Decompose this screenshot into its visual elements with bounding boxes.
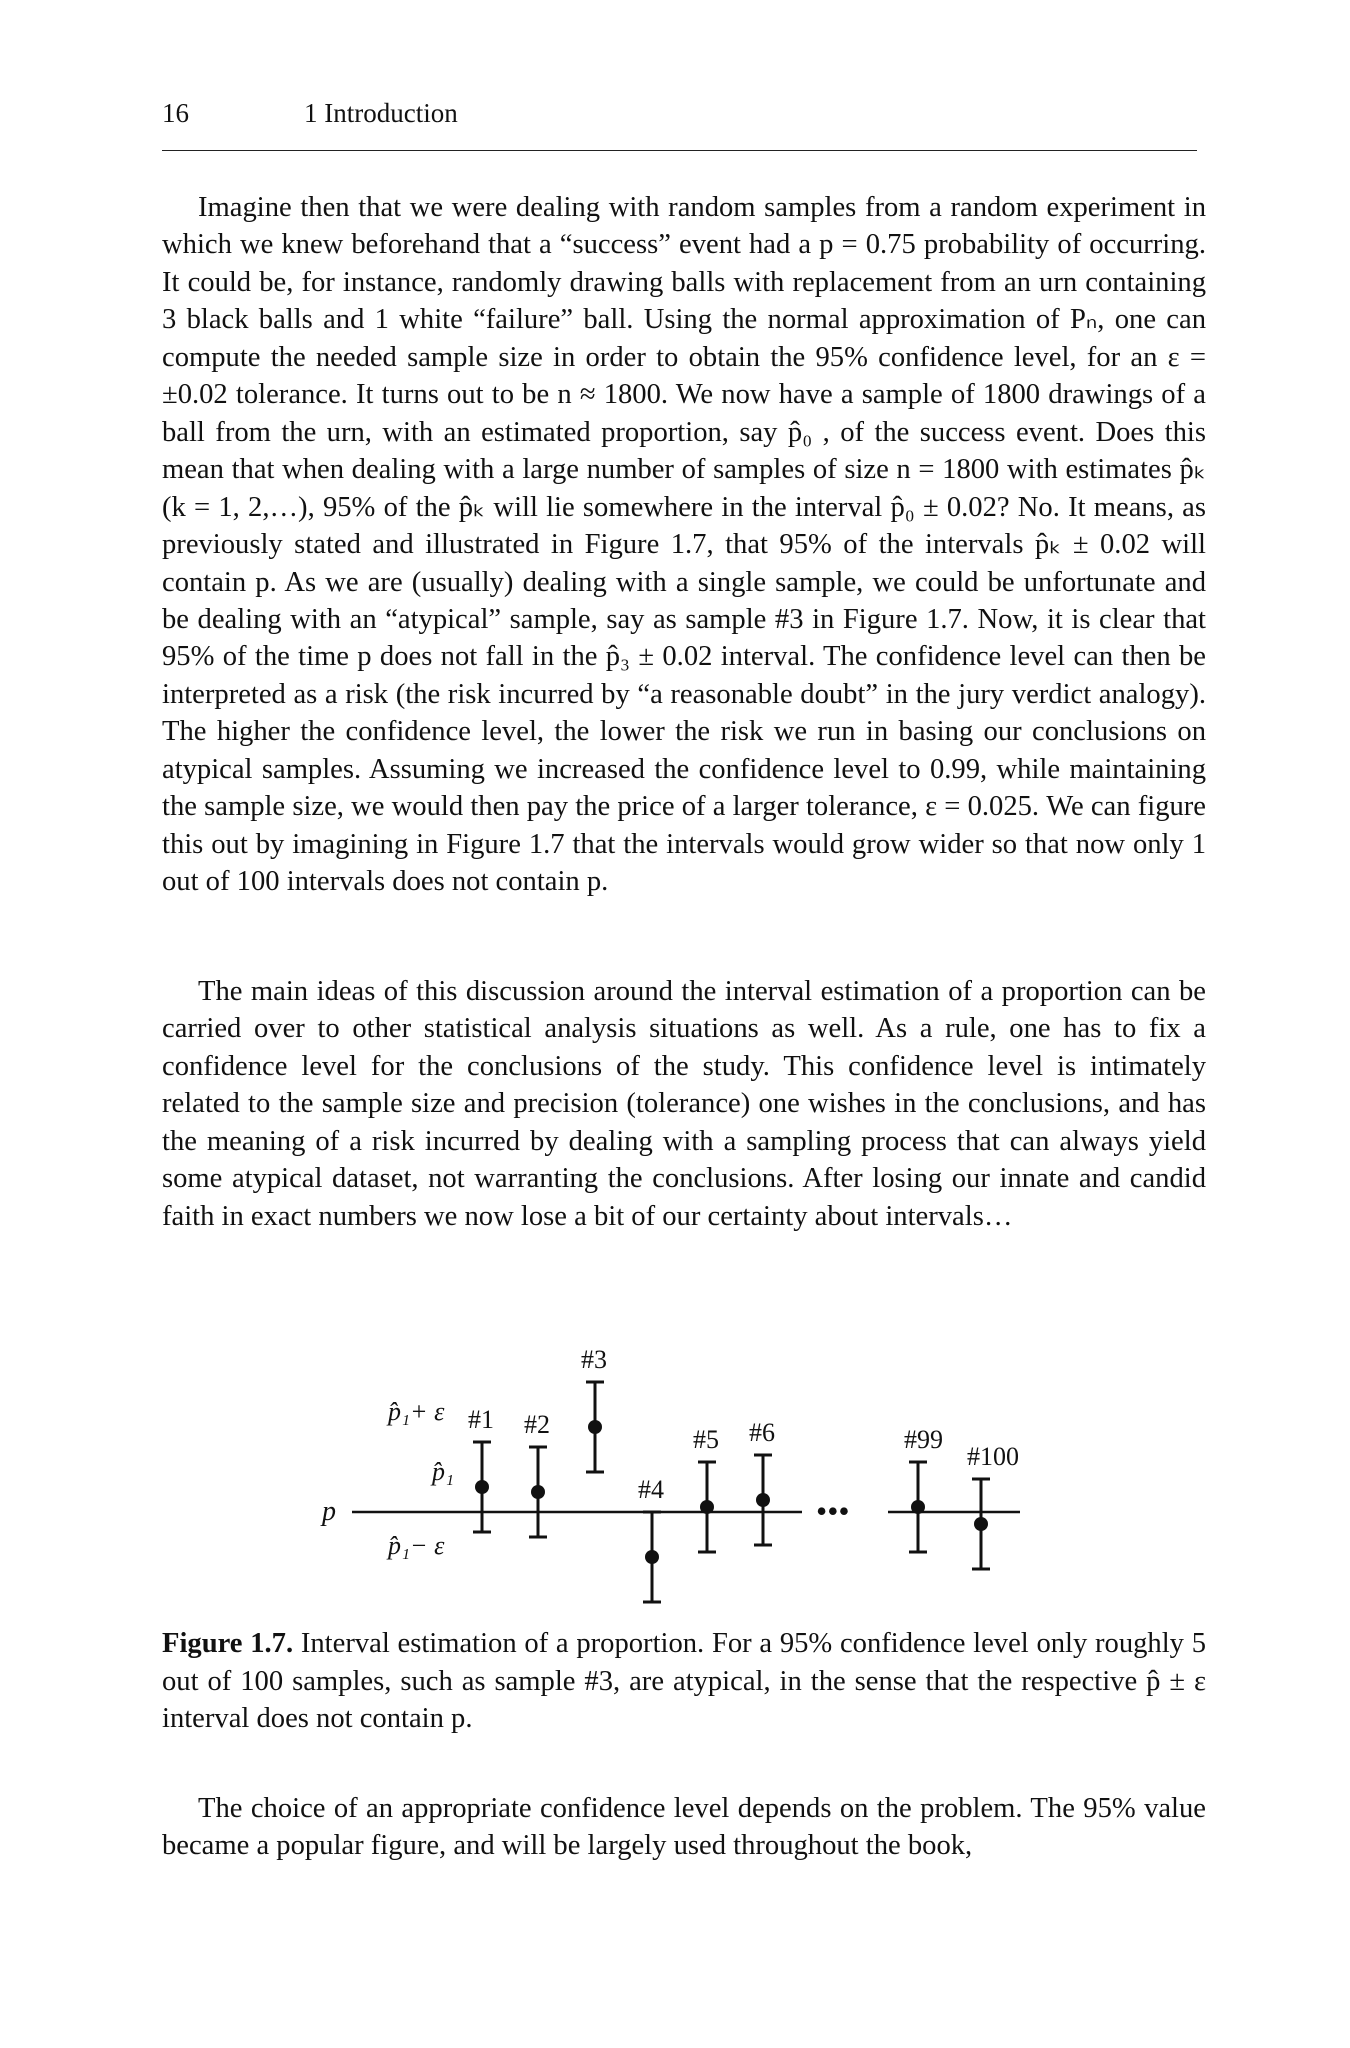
axis-label-p: p bbox=[322, 1496, 336, 1527]
paragraph-text: Imagine then that we were dealing with random samples from a random experiment in which we knew beforehand that a “success” event had a p = 0.75 probability of occurring. It could be, for instance, randomly drawing balls with replacement from an urn containing 3 black balls and 1 white “failure” ball. Using the normal approximation of Pₙ, one can compute the needed sample size in order to obtain the 95% confidence level, for an ε = ±0.02 tolerance. It turns out to be n ≈ 1800. We now have a sample of 1800 drawings of a ball from the urn, with an estimated proportion, say p̂₀ , of the success event. Does this mean that when dealing with a large number of samples of size n = 1800 with estimates p̂ₖ (k = 1, 2,…), 95% of the p̂ₖ will lie somewhere in the interval p̂₀ ± 0.02? No. It means, as previously stated and illustrated in Figure 1.7, that 95% of the intervals p̂ₖ ± 0.02 will contain p. As we are (usually) dealing with a single sample, we could be unfortunate and be dealing with an “atypical” sample, say as sample #3 in Figure 1.7. Now, it is clear that 95% of the time p does not fall in the p̂₃ ± 0.02 interval. The confidence level can then be interpreted as a risk (the risk incurred by “a reasonable doubt” in the jury verdict analogy). The higher the confidence level, the lower the risk we run in basing our conclusions on atypical samples. Assuming we increased the confidence level to 0.99, while maintaining the sample size, we would then pay the price of a larger tolerance, ε = 0.025. We can figure this out by imagining in Figure 1.7 that the intervals would grow wider so that now only 1 out of 100 intervals does not contain p. bbox=[162, 192, 1206, 898]
estimate-point bbox=[531, 1485, 545, 1499]
estimate-point bbox=[588, 1420, 602, 1434]
estimate-point bbox=[756, 1493, 770, 1507]
paragraph-text: The main ideas of this discussion around the interval estimation of a proportion can be carried over to other statistical analysis situations as well. As a rule, one has to fix a confidence level for the conclusions of the study. This confidence level is intimately related to the sample size and precision (tolerance) one wishes in the conclusions, and has the meaning of a risk incurred by dealing with a sampling process that can always yield some atypical dataset, not warranting the conclusions. After losing our innate and candid faith in exact numbers we now lose a bit of our certainty about intervals… bbox=[162, 976, 1206, 1232]
sample-label: #2 bbox=[524, 1410, 550, 1439]
sample-label: #4 bbox=[638, 1475, 664, 1504]
sample-label: #6 bbox=[749, 1418, 775, 1447]
lower-bound-label: p̂₁− ε bbox=[388, 1531, 445, 1560]
paragraph-text: The choice of an appropriate confidence level depends on the problem. The 95% value became a popular figure, and will be largely used throughout the book, bbox=[162, 1793, 1206, 1862]
page-number: 16 bbox=[162, 98, 189, 128]
estimate-point bbox=[911, 1500, 925, 1514]
sample-label: #1 bbox=[468, 1405, 494, 1434]
body-paragraph-2 bbox=[162, 973, 1206, 1235]
figure-caption bbox=[162, 1625, 1206, 1738]
ellipsis-dots: ••• bbox=[816, 1493, 850, 1529]
running-head bbox=[162, 98, 1197, 151]
estimate-point bbox=[700, 1500, 714, 1514]
estimate-label: p̂₁ bbox=[432, 1457, 455, 1486]
estimate-point bbox=[974, 1517, 988, 1531]
chapter-title: 1 Introduction bbox=[304, 98, 458, 128]
caption-text: Interval estimation of a proportion. For a 95% confidence level only roughly 5 out of 100 samples, such as sample #3, are atypical, in the sense that the respective p̂ ± ε interval does not contain p. bbox=[162, 1628, 1206, 1734]
caption-label: Figure 1.7. bbox=[162, 1628, 294, 1659]
interval-estimation-figure bbox=[300, 1320, 1080, 1620]
sample-label: #5 bbox=[693, 1425, 719, 1454]
body-paragraph-3 bbox=[162, 1790, 1206, 1865]
sample-label: #99 bbox=[904, 1425, 943, 1454]
sample-label: #3 bbox=[581, 1345, 607, 1374]
sample-label: #100 bbox=[967, 1442, 1019, 1471]
estimate-point bbox=[645, 1550, 659, 1564]
upper-bound-label: p̂₁+ ε bbox=[388, 1397, 445, 1426]
body-paragraph-1 bbox=[162, 189, 1206, 901]
estimate-point bbox=[475, 1480, 489, 1494]
